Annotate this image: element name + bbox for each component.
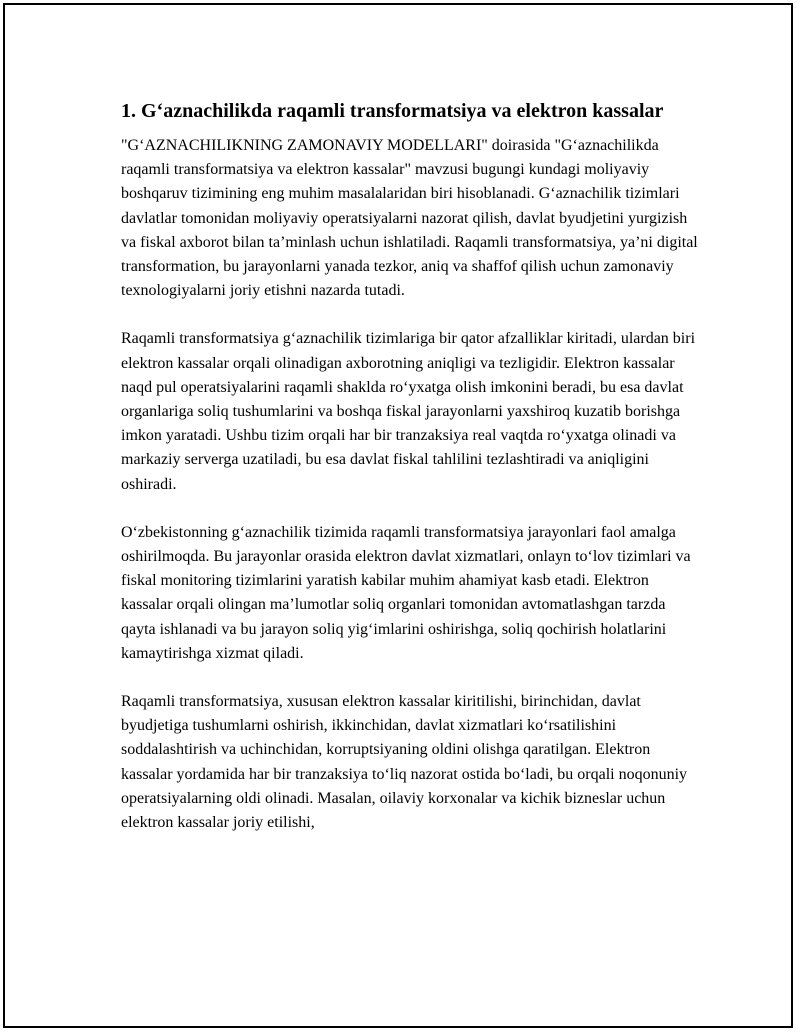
paragraph-3: O‘zbekistonning g‘aznachilik tizimida raqamli transformatsiya jarayonlari faol amalga oshirilmoqda. Bu jarayonlar orasida elektron davlat xizmatlari, onlayn to‘lov tizimlari va fiskal monitoring tizimlarini yaratish kabilar muhim ahamiyat kasb etadi. Elektron kassalar orqali olingan ma’lumotlar soliq organlari tomonidan avtomatlashgan tarzda qayta ishlanadi va bu jarayon soliq yig‘imlarini oshirishga, soliq qochirish holatlarini kamaytirishga xizmat qiladi.	[121, 523, 691, 662]
document-page	[3, 3, 793, 1028]
paragraph-1: "G‘AZNACHILIKNING ZAMONAVIY MODELLARI" doirasida "G‘aznachilikda raqamli transformatsiya va elektron kassalar" mavzusi bugungi kundagi moliyaviy boshqaruv tizimining eng muhim masalalaridan biri hisoblanadi. G‘aznachilik tizimlari davlatlar tomonidan moliyaviy operatsiyalarni nazorat qilish, davlat byudjetini yurgizish va fiskal axborot bilan ta’minlash uchun ishlatiladi. Raqamli transformatsiya, ya’ni digital transformation, bu jarayonlarni yanada tezkor, aniq va shaffof qilish uchun zamonaviy texnologiyalarni joriy etishni nazarda tutadi.	[121, 137, 698, 300]
paragraph-2: Raqamli transformatsiya g‘aznachilik tizimlariga bir qator afzalliklar kiritadi, ulardan biri elektron kassalar orqali olinadigan axborotning aniqligi va tezligidir. Elektron kassalar naqd pul operatsiyalarini raqamli shaklda ro‘yxatga olish imkonini beradi, bu esa davlat organlariga soliq tushumlarini va boshqa fiskal jarayonlarni yaxshiroq kuzatib borishga imkon yaratadi. Ushbu tizim orqali har bir tranzaksiya real vaqtda ro‘yxatga olinadi va markaziy serverga uzatiladi, bu esa davlat fiskal tahlilini tezlashtiradi va aniqligini oshiradi.	[121, 330, 696, 493]
section-heading: 1. G‘aznachilikda raqamli transformatsiya va elektron kassalar	[121, 100, 664, 122]
paragraph-4: Raqamli transformatsiya, xususan elektron kassalar kiritilishi, birinchidan, davlat byudjetiga tushumlarni oshirish, ikkinchidan, davlat xizmatlari ko‘rsatilishini soddalashtirish va uchinchidan, korruptsiyaning oldini olishga qaratilgan. Elektron kassalar yordamida har bir tranzaksiya to‘liq nazorat ostida bo‘ladi, bu orqali noqonuniy operatsiyalarning oldi olinadi. Masalan, oilaviy korxonalar va kichik bizneslar uchun elektron kassalar joriy etilishi,	[121, 693, 688, 832]
document-body	[121, 98, 701, 859]
